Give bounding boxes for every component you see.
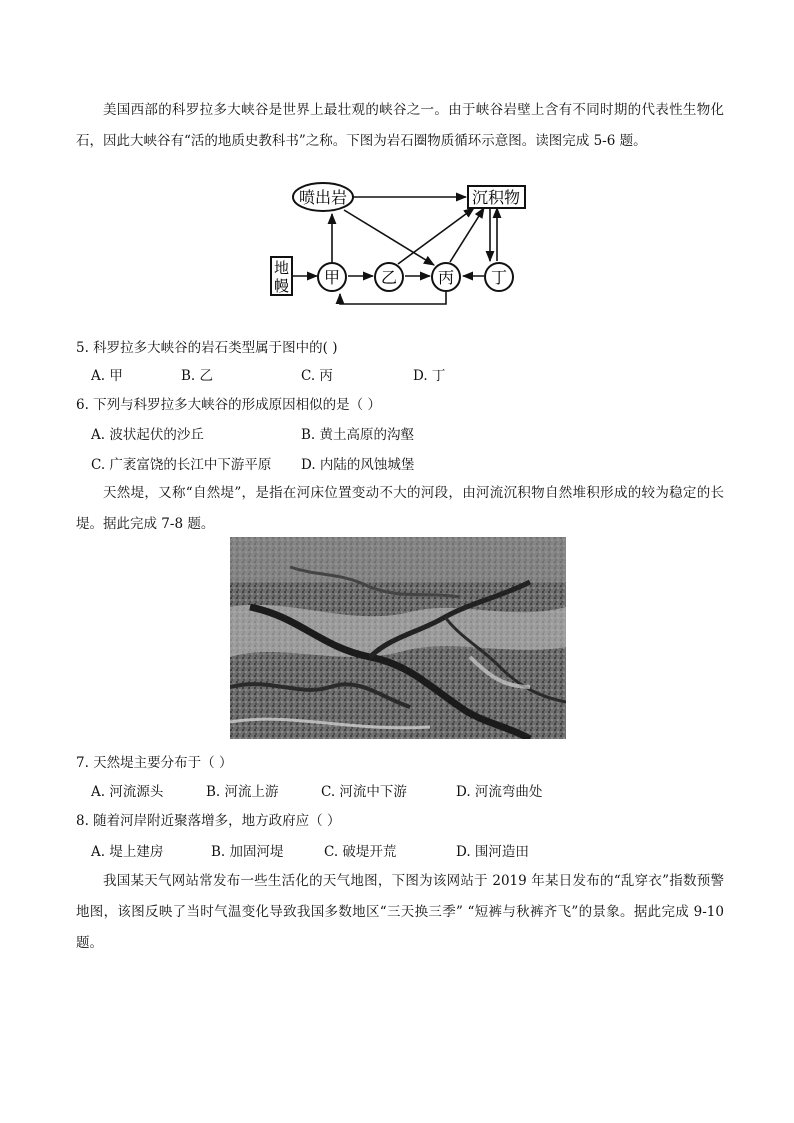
node-sediment-label: 沉积物 [471,188,521,207]
arrow-bing-to-sediment [450,208,484,262]
q5-option-d: D. 丁 [413,368,446,384]
q7-option-c: C. 河流中下游 [321,784,407,800]
node-yi [375,263,403,291]
q5-option-a: A. 甲 [91,368,123,384]
node-mantle [271,257,292,295]
q7-option-a: A. 河流源头 [91,784,164,800]
rock-cycle-diagram [262,176,544,310]
q5-option-c: C. 丙 [301,368,333,384]
q6-option-b: B. 黄土高原的沟壑 [301,427,415,443]
node-volcanic-label: 喷出岩 [298,188,348,207]
q7-option-d: D. 河流弯曲处 [456,784,543,800]
question-8-stem: 8. 随着河岸附近聚落增多，地方政府应（ ） [76,813,341,829]
passage-weather-map: 我国某天气网站常发布一些生活化的天气地图，下图为该网站于 2019 年某日发布的“乱穿衣”指数预警地图，该图反映了当时气温变化导致我国多数地区“三天换三季” “短裤与秋裤齐飞”的景象。据此完成 9-10 题。 [76,873,724,951]
node-bing [432,263,460,291]
q8-option-c: C. 破堤开荒 [324,844,397,860]
question-5-stem: 5. 科罗拉多大峡谷的岩石类型属于图中的( ) [76,340,338,356]
node-ding [485,263,513,291]
q8-option-d: D. 围河造田 [456,844,529,860]
node-sediment [468,186,525,208]
q6-option-c: C. 广袤富饶的长江中下游平原 [91,457,272,473]
node-bing-label: 丙 [437,268,455,287]
q7-option-b: B. 河流上游 [206,784,279,800]
node-volcanic [293,183,353,211]
node-mantle-label-2: 幔 [273,277,290,295]
q6-option-a: A. 波状起伏的沙丘 [91,427,204,443]
q8-option-b: B. 加固河堤 [211,844,284,860]
question-7-stem: 7. 天然堤主要分布于（ ） [76,755,233,771]
question-6-stem: 6. 下列与科罗拉多大峡谷的形成原因相似的是（ ） [76,397,381,413]
passage-grand-canyon: 美国西部的科罗拉多大峡谷是世界上最壮观的峡谷之一。由于峡谷岩壁上含有不同时期的代表性生物化石，因此大峡谷有“活的地质史教科书”之称。下图为岩石圈物质循环示意图。读图完成 5-6 题。 [76,102,724,149]
node-jia-label: 甲 [323,268,341,287]
arrow-volcanic-to-bing [344,210,434,265]
node-jia [318,263,346,291]
q6-option-d: D. 内陆的风蚀城堡 [301,457,415,473]
passage-natural-levee: 天然堤，又称“自然堤”，是指在河床位置变动不大的河段，由河流沉积物自然堆积形成的较为稳定的长堤。据此完成 7-8 题。 [76,485,724,532]
arrow-yi-to-sediment [398,208,474,264]
node-ding-label: 丁 [490,268,508,287]
q5-option-b: B. 乙 [181,368,214,384]
node-yi-label: 乙 [380,268,398,287]
node-mantle-label-1: 地 [273,259,290,277]
natural-levee-aerial-photo [230,537,566,739]
arrow-bing-to-jia [340,292,446,304]
q8-option-a: A. 堤上建房 [91,844,164,860]
